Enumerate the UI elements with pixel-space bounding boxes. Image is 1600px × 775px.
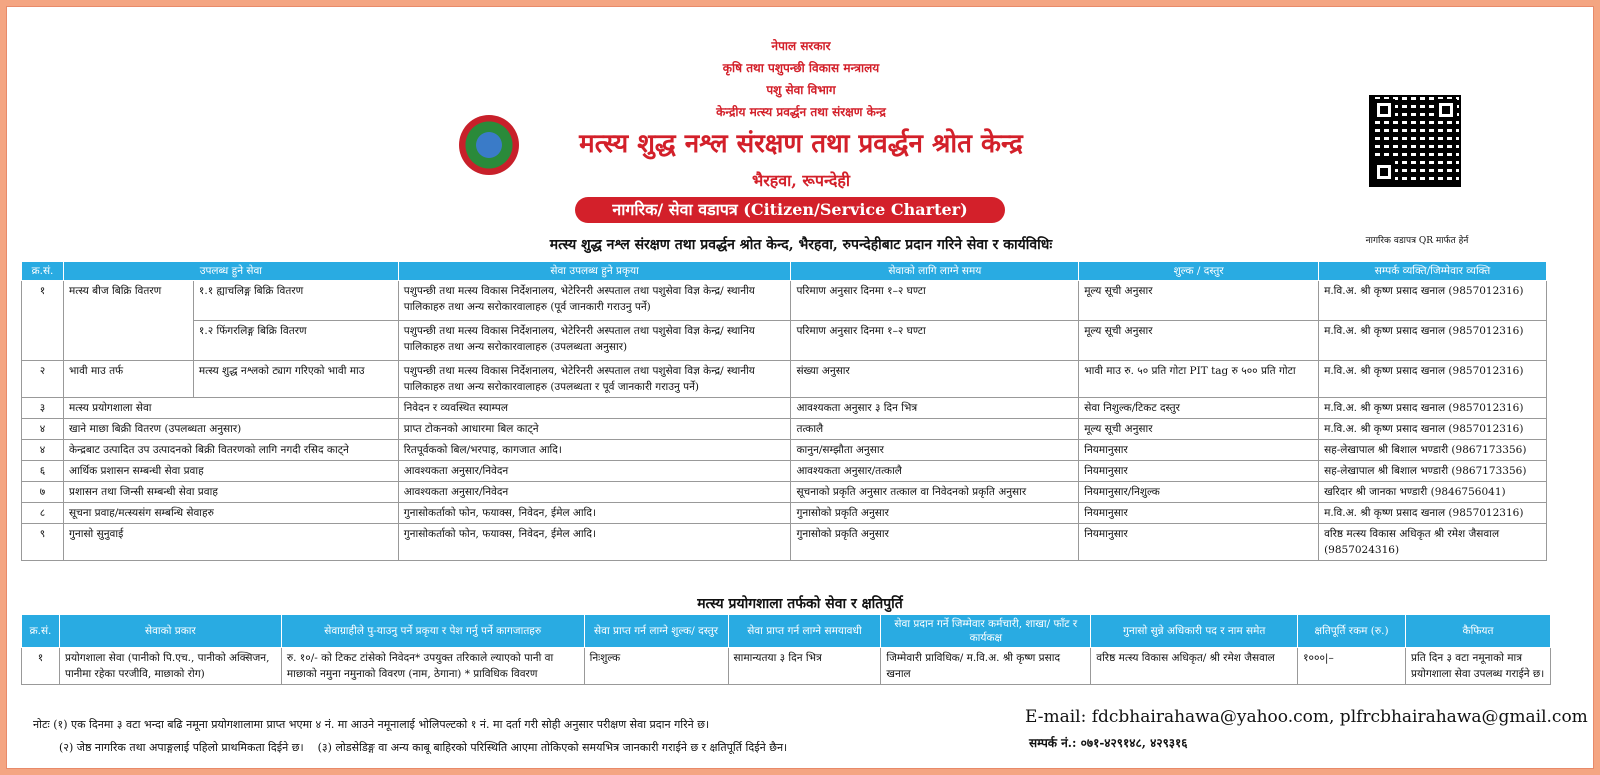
table-caption: मत्स्य शुद्ध नश्ल संरक्षण तथा प्रवर्द्धन श्रोत केन्द, भैरहवा, रुपन्देहीबाट प्रदान गरिने सेवा र कार्यविधिः <box>549 237 1053 253</box>
lab-services-table <box>21 614 1551 685</box>
table-cell: आवश्यकता अनुसार/निवेदन <box>398 482 791 503</box>
table-cell: केन्द्रबाट उत्पादित उप उत्पादनको बिक्री वितरणको लागि नगदी रसिद काट्ने <box>63 440 398 461</box>
table-cell: ६ <box>22 461 64 482</box>
table-cell: रितपूर्वकको बिल/भरपाइ, कागजात आदि। <box>398 440 791 461</box>
col-header: सम्पर्क व्यक्ति/जिम्मेवार व्यक्ति <box>1319 262 1547 281</box>
contact-email: E-mail: fdcbhairahawa@yahoo.com, plfrcbhairahawa@gmail.com <box>1025 707 1588 727</box>
table-header-row <box>22 615 1551 648</box>
table-cell: प्रति दिन ३ वटा नमूनाको मात्र प्रयोगशाला सेवा उपलब्ध गराईने छ। <box>1406 648 1551 685</box>
col-header: सेवाको प्रकार <box>59 615 281 648</box>
table-cell: १०००|– <box>1298 648 1406 685</box>
table-cell: म.वि.अ. श्री कृष्ण प्रसाद खनाल (9857012316) <box>1319 419 1547 440</box>
table-cell: कानुन/सम्झौता अनुसार <box>791 440 1079 461</box>
table-row <box>22 482 1547 503</box>
department-name: पशु सेवा विभाग <box>766 83 836 97</box>
table-cell: म.वि.अ. श्री कृष्ण प्रसाद खनाल (9857012316) <box>1319 321 1547 361</box>
table-cell: सेवा निशुल्क/टिकट दस्तुर <box>1079 398 1319 419</box>
table-cell: २ <box>22 361 64 398</box>
table-row <box>22 440 1547 461</box>
table-cell: निवेदन र व्यवस्थित स्याम्पल <box>398 398 791 419</box>
table-cell: परिमाण अनुसार दिनमा १–२ घण्टा <box>791 281 1079 321</box>
table-cell: भावी माउ रु. ५० प्रति गोटा PIT tag रु ५०० प्रति गोटा <box>1079 361 1319 398</box>
table-cell: आवश्यकता अनुसार ३ दिन भित्र <box>791 398 1079 419</box>
table-cell: ९ <box>22 524 64 561</box>
table-cell: मूल्य सूची अनुसार <box>1079 281 1319 321</box>
table-cell: नियमानुसार/निशुल्क <box>1079 482 1319 503</box>
table-cell: आवश्यकता अनुसार/निवेदन <box>398 461 791 482</box>
note-1: नोटः (१) एक दिनमा ३ वटा भन्दा बढि नमूना प्रयोगशालामा प्राप्त भएमा ४ नं. मा आउने नमूनालाई भोलिपल्टको १ नं. मा दर्ता गरी सोही अनुसार परीक्षण सेवा प्रदान गरिने छ। <box>33 718 710 731</box>
table-cell: ३ <box>22 398 64 419</box>
table-cell: गुनासोकर्ताको फोन, फयाक्स, निवेदन, ईमेल आदि। <box>398 524 791 561</box>
table-cell: खाने माछा बिक्री वितरण (उपलब्धता अनुसार) <box>63 419 398 440</box>
table-cell: रु. १०/- को टिकट टांसेको निवेदन* उपयुक्त तरिकाले ल्याएको पानी वा माछाको नमुना नमुनाको विवरण (नाम, ठेगाना) * प्राविधिक विवरण <box>281 648 584 685</box>
ministry-name: कृषि तथा पशुपन्छी विकास मन्त्रालय <box>722 61 880 75</box>
table-cell: १.२ फिंगरलिङ्ग बिक्रि वितरण <box>193 321 398 361</box>
table-cell: जिम्मेवारी प्राविधिक/ म.वि.अ. श्री कृष्ण प्रसाद खनाल <box>881 648 1091 685</box>
table-row <box>22 419 1547 440</box>
table-cell: प्रशासन तथा जिन्सी सम्बन्धी सेवा प्रवाह <box>63 482 398 503</box>
table-cell: मत्स्य बीज बिक्रि वितरण <box>63 281 193 361</box>
contact-phone: सम्पर्क नं.: ०७१-४२९१४८, ४२९३१६ <box>1029 736 1188 750</box>
table-cell: पशुपन्छी तथा मत्स्य विकास निर्देशनालय, भेटेरिनरी अस्पताल तथा पशुसेवा विज्ञ केन्द्र/ स्थानीय पालिकाहरु तथा अन्य सरोकारवालाहरु (उपलब्धता र पूर्व जानकारी गराउनु पर्ने) <box>398 361 791 398</box>
table-cell: म.वि.अ. श्री कृष्ण प्रसाद खनाल (9857012316) <box>1319 398 1547 419</box>
table-cell: मत्स्य शुद्ध नश्लको ट्याग गरिएको भावी माउ <box>193 361 398 398</box>
table-cell: मत्स्य प्रयोगशाला सेवा <box>63 398 398 419</box>
table-cell: पशुपन्छी तथा मत्स्य विकास निर्देशनालय, भेटेरिनरी अस्पताल तथा पशुसेवा विज्ञ केन्द्र/ स्थानीय पालिकाहरु तथा अन्य सरोकारवालाहरु (पूर्व जानकारी गराउनु पर्ने) <box>398 281 791 321</box>
table-cell: प्राप्त टोकनको आधारमा बिल काट्ने <box>398 419 791 440</box>
table-cell: नियमानुसार <box>1079 503 1319 524</box>
table-cell: ८ <box>22 503 64 524</box>
table-cell: मूल्य सूची अनुसार <box>1079 419 1319 440</box>
table-row <box>22 503 1547 524</box>
table-cell: प्रयोगशाला सेवा (पानीको पि.एच., पानीको अक्सिजन, पानीमा रहेका परजीवि, माछाको रोग) <box>59 648 281 685</box>
col-header: गुनासो सुन्ने अधिकारी पद र नाम समेत <box>1091 615 1298 648</box>
col-header: उपलब्ध हुने सेवा <box>63 262 398 281</box>
table-cell: म.वि.अ. श्री कृष्ण प्रसाद खनाल (9857012316) <box>1319 503 1547 524</box>
table-cell: १ <box>22 648 60 685</box>
charter-badge: नागरिक/ सेवा वडापत्र (Citizen/Service Charter) <box>575 197 1005 223</box>
col-header: क्र.सं. <box>22 262 64 281</box>
table-cell: सूचनाको प्रकृति अनुसार तत्काल वा निवेदनको प्रकृति अनुसार <box>791 482 1079 503</box>
table-cell: गुनासोकर्ताको फोन, फयाक्स, निवेदन, ईमेल आदि। <box>398 503 791 524</box>
table-cell: वरिष्ठ मत्स्य विकास अधिकृत श्री रमेश जैसवाल (9857024316) <box>1319 524 1547 561</box>
table-cell: सूचना प्रवाह/मत्स्यसंग सम्बन्धि सेवाहरु <box>63 503 398 524</box>
table-cell: संख्या अनुसार <box>791 361 1079 398</box>
table-cell: तत्कालै <box>791 419 1079 440</box>
table-cell: गुनासो सुनुवाई <box>63 524 398 561</box>
table-cell: गुनासोको प्रकृति अनुसार <box>791 503 1079 524</box>
table-cell: म.वि.अ. श्री कृष्ण प्रसाद खनाल (9857012316) <box>1319 361 1547 398</box>
page-title: मत्स्य शुद्ध नश्ल संरक्षण तथा प्रवर्द्धन श्रोत केन्द्र <box>579 129 1023 159</box>
table-row <box>22 321 1547 361</box>
table-header-row <box>22 262 1547 281</box>
table-cell: सह-लेखापाल श्री बिशाल भण्डारी (9867173356) <box>1319 440 1547 461</box>
table-cell: ४ <box>22 440 64 461</box>
qr-caption: नागरिक वडापत्र QR मार्फत हेर्न <box>1365 236 1469 246</box>
col-header: शुल्क / दस्तुर <box>1079 262 1319 281</box>
qr-code-icon <box>1369 95 1461 187</box>
table-cell: भावी माउ तर्फ <box>63 361 193 398</box>
table-cell: सह-लेखापाल श्री बिशाल भण्डारी (9867173356) <box>1319 461 1547 482</box>
col-header: सेवा प्राप्त गर्न लाग्ने शुल्क/ दस्तुर <box>584 615 728 648</box>
table-row <box>22 461 1547 482</box>
table-row <box>22 648 1551 685</box>
table-cell: नियमानुसार <box>1079 461 1319 482</box>
col-header: सेवा प्रदान गर्ने जिम्मेवार कर्मचारी, शाखा/ फाँट र कार्यकक्ष <box>881 615 1091 648</box>
table-cell: नियमानुसार <box>1079 440 1319 461</box>
table-cell: पशुपन्छी तथा मत्स्य विकास निर्देशनालय, भेटेरिनरी अस्पताल तथा पशुसेवा विज्ञ केन्द्र/ स्थानिय पालिकाहरु तथा अन्य सरोकारवालाहरु (उपलब्धता अनुसार) <box>398 321 791 361</box>
table-cell: १ <box>22 281 64 361</box>
notes <box>33 713 787 759</box>
table-cell: ७ <box>22 482 64 503</box>
table-cell: मूल्य सूची अनुसार <box>1079 321 1319 361</box>
table-row <box>22 281 1547 321</box>
col-header: कैफियत <box>1406 615 1551 648</box>
note-3: (३) लोडसेडिङ्ग वा अन्य काबू बाहिरको परिस्थिति आएमा तोकिएको समयभित्र जानकारी गराईने छ र क्षतिपूर्ति दिईने छैन। <box>317 741 788 754</box>
table-cell: नियमानुसार <box>1079 524 1319 561</box>
note-2: (२) जेष्ठ नागरिक तथा अपाङ्गलाई पहिलो प्राथमिकता दिईने छ। <box>59 741 304 754</box>
table-cell: सामान्यतया ३ दिन भित्र <box>728 648 881 685</box>
table-cell: ४ <box>22 419 64 440</box>
table-cell: वरिष्ठ मत्स्य विकास अधिकृत/ श्री रमेश जैसवाल <box>1091 648 1298 685</box>
col-header: क्र.सं. <box>22 615 60 648</box>
table-cell: १.१ ह्याचलिङ्ग बिक्रि वितरण <box>193 281 398 321</box>
table-cell: म.वि.अ. श्री कृष्ण प्रसाद खनाल (9857012316) <box>1319 281 1547 321</box>
table-cell: निःशुल्क <box>584 648 728 685</box>
table-row <box>22 361 1547 398</box>
table-cell: आर्थिक प्रशासन सम्बन्धी सेवा प्रवाह <box>63 461 398 482</box>
center-name: केन्द्रीय मत्स्य प्रवर्द्धन तथा संरक्षण केन्द्र <box>716 105 886 119</box>
citizen-charter-page <box>6 6 1594 769</box>
table-cell: परिमाण अनुसार दिनमा १–२ घण्टा <box>791 321 1079 361</box>
table-row <box>22 398 1547 419</box>
col-header: सेवाग्राहीले पु-याउनु पर्ने प्रकृया र पेश गर्नु पर्ने कागजातहरु <box>281 615 584 648</box>
col-header: क्षतिपूर्ति रकम (रु.) <box>1298 615 1406 648</box>
services-table <box>21 261 1547 561</box>
col-header: सेवा उपलब्ध हुने प्रकृया <box>398 262 791 281</box>
table-cell: आवश्यकता अनुसार/तत्कालै <box>791 461 1079 482</box>
col-header: सेवा प्राप्त गर्न लाग्ने समयावधी <box>728 615 881 648</box>
col-header: सेवाको लागि लाग्ने समय <box>791 262 1079 281</box>
table-cell: गुनासोको प्रकृति अनुसार <box>791 524 1079 561</box>
table-row <box>22 524 1547 561</box>
gov-name: नेपाल सरकार <box>771 39 831 53</box>
table-cell: खरिदार श्री जानका भण्डारी (9846756041) <box>1319 482 1547 503</box>
location: भैरहवा, रूपन्देही <box>751 171 851 190</box>
section-title: मत्स्य प्रयोगशाला तर्फको सेवा र क्षतिपुर्ति <box>697 596 903 612</box>
